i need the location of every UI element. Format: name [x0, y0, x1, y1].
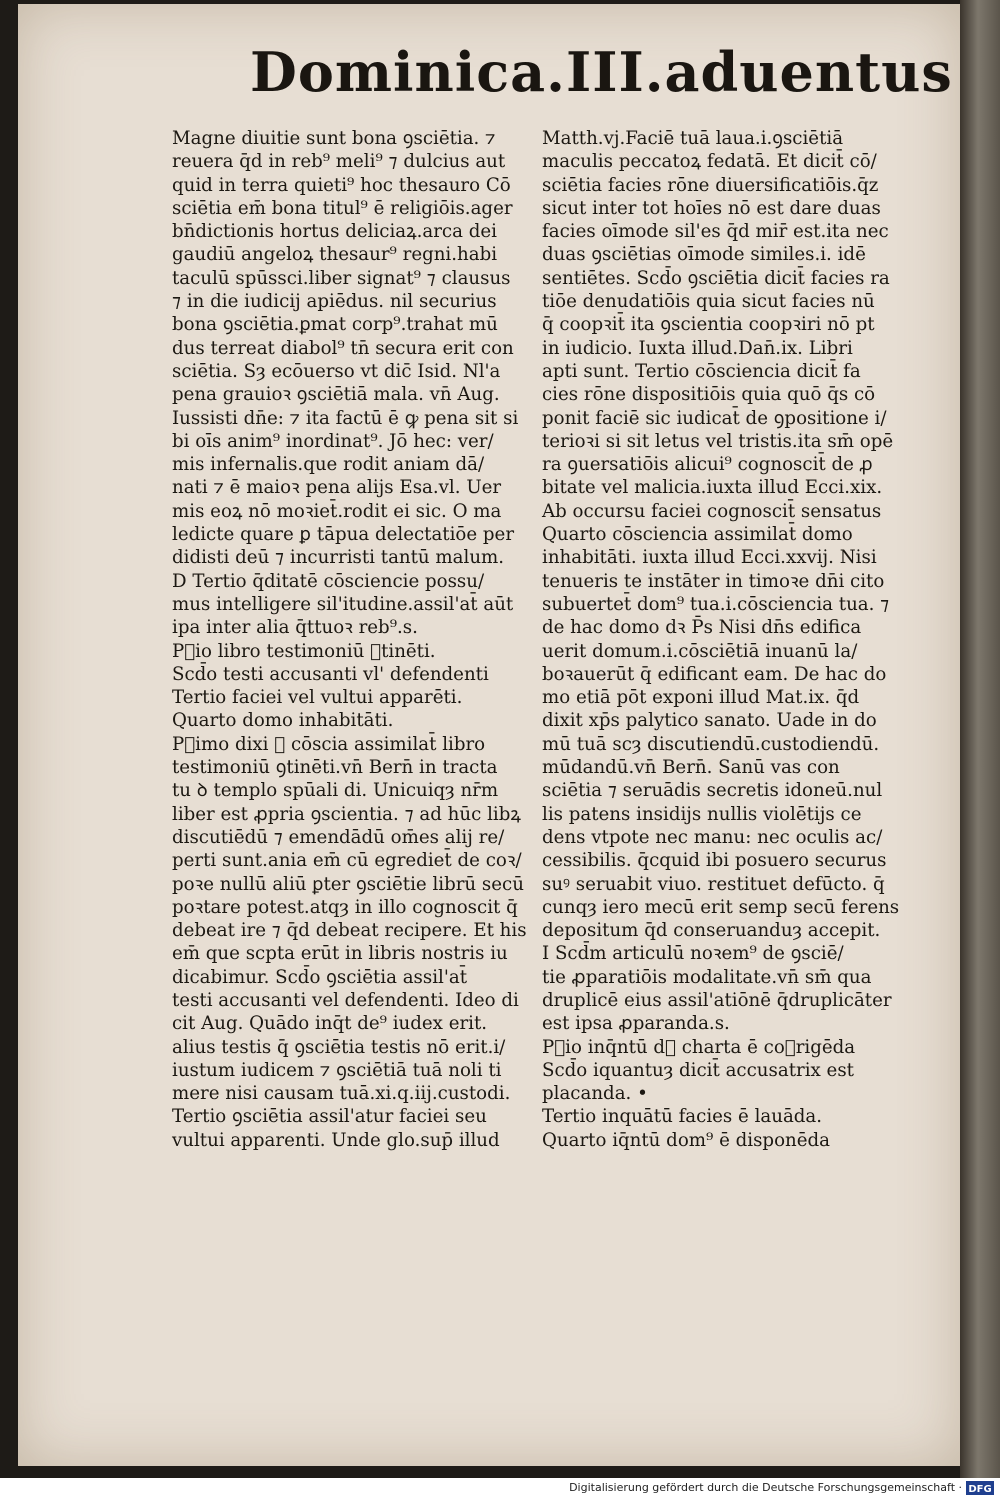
right-column-line: cunqȝ iero mecū erit semp secū ferens [542, 896, 900, 918]
left-column-line: didisti deū ⁊ incurristi tantū malum. [172, 547, 505, 569]
left-text-column [172, 127, 532, 1152]
right-column-line: sentiētes. Scd̄o ꝯsciētia dicit̄ facies ra [542, 267, 890, 289]
right-column-line: tenueris te instāter in timoꝛe dn̄i cito [542, 570, 885, 592]
right-column-line: I Scd̄m articulū noꝛem⁹ de ꝯsciē/ [542, 943, 844, 965]
right-column-line: mūdandū.vn̄ Bern̄. Sanū vas con [542, 757, 840, 779]
left-column-line: mus intelligere sil'itudine.assil'at̄ aūt [172, 593, 514, 615]
right-column-line: de hac domo dꝛ P̄s Nisi dn̄s edifica [542, 617, 862, 639]
right-column-line: mo etiā pōt exponi illud Mat.ix. q̄d [542, 687, 860, 709]
right-column-line: lis patens insidijs nullis violētijs ce [542, 803, 862, 825]
right-column-line: sciētia facies rōne diuersificatiōis.q̄z [542, 174, 879, 196]
right-column-line: sicut inter tot hoīes nō est dare duas [542, 197, 881, 219]
left-column-line: iustum iudicem ⁊ ꝯsciētiā tuā noli ti [172, 1059, 502, 1081]
left-column-line: sciētia. Sȝ ecōuerso vt dic̄ Isid. Nl'a [172, 360, 501, 382]
left-column-line: ipa inter alia q̄ttuoꝛ reb⁹.s. [172, 617, 418, 639]
right-column-line: facies oīmode sil'es q̄d mir̄ est.ita nec [542, 221, 889, 243]
right-column-line: ponit faciē sic iudicat̄ de ꝯpositione i/ [542, 407, 887, 429]
right-column-line: druplicē eius assil'atiōnē q̄druplicāter [542, 989, 892, 1011]
left-column-line: Tertio ꝯsciētia assil'atur faciei seu [172, 1106, 487, 1128]
right-column-line: suꝰ seruabit viuo. restituet defūcto. q̄ [542, 873, 885, 895]
left-column-line: pena grauioꝛ ꝯsciētiā mala. vn̄ Aug. [172, 384, 500, 406]
left-column-line: D Tertio q̄ditatē cōsciencie possu/ [172, 570, 485, 592]
left-column-line: ledicte quare ꝑ tāpua delectatiōe per [172, 524, 515, 546]
right-column-line: apti sunt. Tertio cōsciencia dicit̄ fa [542, 360, 861, 382]
left-column-line: reuera q̄d in reb⁹ meli⁹ ⁊ dulcius aut [172, 151, 506, 173]
right-column-line: boꝛauerūt q̄ edificant eam. De hac do [542, 663, 887, 685]
left-column-line: poꝛe nullū aliū ꝑter ꝯsciētie librū secū [172, 873, 524, 895]
left-column-line: mis infernalis.que rodit aniam dā/ [172, 454, 485, 476]
left-column-line: bn̄dictionis hortus deliciaꝝ.arca dei [172, 221, 497, 243]
right-column-line: inhabitāti. iuxta illud Ecci.xxvij. Nisi [542, 547, 877, 569]
right-column-line: mū tuā scȝ discutiendū.custodiendū. [542, 733, 880, 755]
left-column-line: mis eoꝝ nō moꝛiet̄.rodit ei sic. O ma [172, 500, 502, 522]
right-column-line: bitate vel malicia.iuxta illud Ecci.xix. [542, 477, 883, 499]
right-column-line: Scd̄o iquantuȝ dicit̄ accusatrix est [542, 1059, 854, 1081]
right-column-line: Tertio inquātū facies ē lauāda. [542, 1106, 823, 1128]
right-column-line: duas ꝯsciētias oīmode similes.i. idē [542, 244, 866, 266]
right-column-line: subuertet̄ dom⁹ tua.i.cōsciencia tua. ⁊ [542, 593, 890, 615]
right-column-line: placanda. • [542, 1083, 648, 1105]
right-column-line: q̄ coopꝛit̄ ita ꝯscientia coopꝛiri nō pt [542, 314, 875, 336]
left-column-line: em̄ que scpta erūt in libris nostris iu [172, 943, 508, 965]
left-column-line: alius testis q̄ ꝯsciētia testis nō erit.i/ [172, 1036, 506, 1058]
page-edge [960, 0, 1000, 1478]
left-column-line: liber est ꝓpria ꝯscientia. ⁊ ad hūc libꝝ [172, 803, 521, 825]
left-column-line: mere nisi causam tuā.xi.q.iij.custodi. [172, 1083, 511, 1105]
left-column-line: cit Aug. Quādo inq̄t de⁹ iudex erit. [172, 1013, 488, 1035]
right-text-column [542, 127, 912, 1152]
right-column-line: Ab occursu faciei cognoscit̄ sensatus [542, 500, 882, 522]
right-column-line: terioꝛi si sit letus vel tristis.ita sm̄ opē [542, 430, 894, 452]
left-column-line: Pᷓio libro testimoniū ꝯtinēti. [172, 640, 436, 662]
right-column-line: dens vtpote nec manu: nec oculis ac/ [542, 826, 883, 848]
dfg-logo-icon [966, 1481, 994, 1495]
left-column-line: testi accusanti vel defendenti. Ideo di [172, 989, 519, 1011]
left-column-line: poꝛtare potest.atqȝ in illo cognoscit q̄ [172, 896, 518, 918]
left-column-line: Scd̄o testi accusanti vl' defendenti [172, 663, 489, 685]
right-column-line: depositum q̄d conseruanduȝ accepit. [542, 920, 881, 942]
right-column-line: Quarto cōsciencia assimilat̄ domo [542, 524, 853, 546]
left-column-line: ⁊ in die iudicij apiēdus. nil securius [172, 291, 497, 313]
left-column-line: Iussisti dn̄e: ⁊ ita factū ē ꝙ pena sit si [172, 407, 519, 429]
left-column-line: Magne diuitie sunt bona ꝯsciētia. ⁊ [172, 128, 496, 149]
left-column-line: bona ꝯsciētia.ꝑmat corp⁹.trahat mū [172, 314, 498, 336]
digitization-credit: Digitalisierung gefördert durch die Deutsche Forschungsgemeinschaft · [569, 1481, 962, 1494]
left-column-line: sciētia em̄ bona titul⁹ ē religiōis.ager [172, 197, 513, 219]
left-column-line: quid in terra quieti⁹ hoc thesauro Cō [172, 174, 511, 196]
right-column-line: uerit domum.i.cōsciētiā inuanū la/ [542, 640, 858, 662]
left-column-line: dus terreat diabol⁹ tn̄ secura erit con [172, 337, 514, 359]
left-column-line: bi oīs anim⁹ inordinat⁹. Jō hec: ver/ [172, 430, 494, 452]
right-column-line: est ipsa ꝓparanda.s. [542, 1013, 730, 1035]
left-column-line: gaudiū angeloꝝ thesaur⁹ regni.habi [172, 244, 498, 266]
right-column-line: sciētia ⁊ seruādis secretis idoneū.nul [542, 780, 883, 802]
page-title: Dominica.III.aduentus [250, 40, 953, 104]
right-column-line: cessibilis. q̄cquid ibi posuero securus [542, 850, 887, 872]
left-column-line: nati ⁊ ē maioꝛ pena alijs Esa.vl. Uer [172, 477, 502, 499]
left-column-line: tu ꝺ templo spūali di. Unicuiqȝ nr̄m [172, 780, 499, 802]
right-column-line: tiōe denudatiōis quia sicut facies nū [542, 291, 875, 313]
left-column-line: Pᷓimo dixi ꝙ cōscia assimilat̄ libro [172, 733, 486, 755]
left-column-line: Quarto domo inhabitāti. [172, 710, 394, 732]
right-column-line: Matth.vj.Faciē tuā laua.i.ꝯsciētiā [542, 128, 844, 149]
right-column-line: cies rōne dispositiōis quia quō q̄s cō [542, 384, 876, 406]
right-column-line: Pᷓio inq̄ntū dꝛ charta ē coꝛrigēda [542, 1036, 856, 1058]
right-column-line: tie ꝓparatiōis modalitate.vn̄ sm̄ qua [542, 966, 872, 988]
right-column-line: in iudicio. Iuxta illud.Dan̄.ix. Libri [542, 337, 853, 359]
left-column-line: perti sunt.ania em̄ cū egrediet̄ de coꝛ/ [172, 850, 522, 872]
footer-bar [0, 1478, 1000, 1499]
right-column-line: maculis peccatoꝝ fedatā. Et dicit̄ cō/ [542, 151, 877, 173]
right-column-line: Quarto iq̄ntū dom⁹ ē disponēda [542, 1129, 830, 1151]
right-column-line: ra ꝯuersatiōis alicui⁹ cognoscit̄ de ꝓ [542, 454, 873, 476]
dfg-logo-text: DFG [968, 1484, 992, 1495]
left-column-line: Tertio faciei vel vultui apparēti. [172, 687, 463, 709]
left-column-line: testimoniū ꝯtinēti.vn̄ Bern̄ in tracta [172, 757, 498, 779]
left-column-line: taculū spūssci.liber signat⁹ ⁊ clausus [172, 267, 511, 289]
left-column-line: debeat ire ⁊ q̄d debeat recipere. Et his [172, 920, 527, 942]
left-column-line: vultui apparenti. Unde glo.sup̄ illud [172, 1129, 500, 1151]
left-column-line: dicabimur. Scd̄o ꝯsciētia assil'at̄ [172, 966, 468, 988]
left-column-line: discutiēdū ⁊ emendādū om̄es alij re/ [172, 826, 505, 848]
right-column-line: dixit xp̄s palytico sanato. Uade in do [542, 710, 877, 732]
